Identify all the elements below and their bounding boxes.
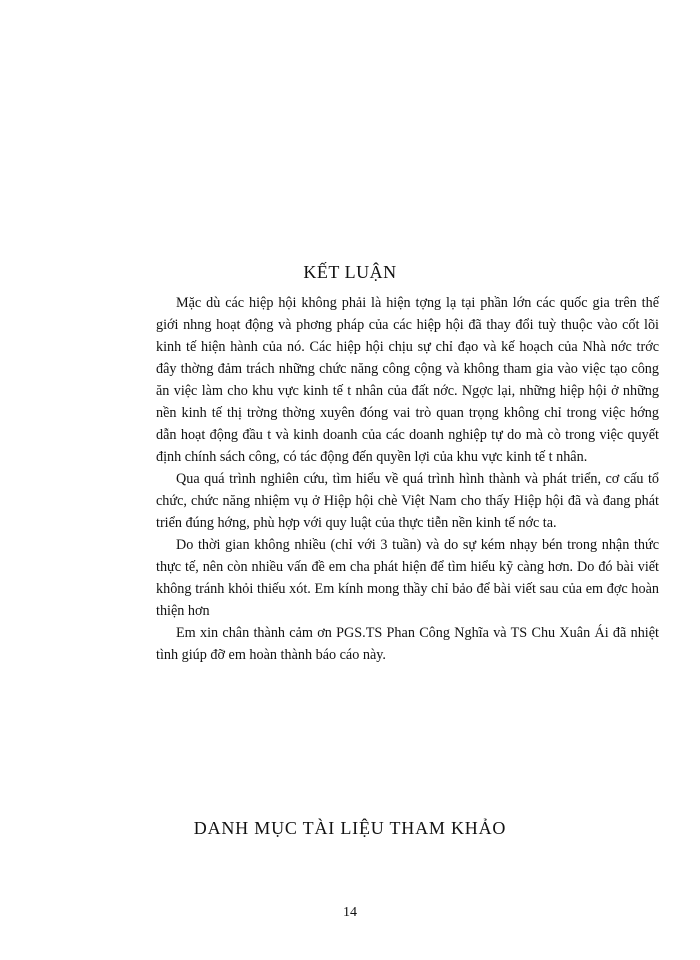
conclusion-paragraph-1: Mặc dù các hiệp hội không phải là hiện tợng lạ tại phần lớn các quốc gia trên thế giới nhng hoạt động và phơng pháp của các hiệp hội đã thay đổi tuỳ thuộc vào cốt lõi kinh tế hiện hành của nó. Các hiệp hội chịu sự chỉ đạo và kế hoạch của Nhà nớc trớc đây thờng đảm trách những chức năng công cộng và không tham gia vào việc tạo công ăn việc làm cho khu vực kinh tế t nhân của đất nớc. Ngợc lại, những hiệp hội ở những nền kinh tế thị trờng thờng xuyên đóng vai trò quan trọng không chỉ trong việc hớng dẫn hoạt động đầu t và kinh doanh của các doanh nghiệp tự do mà cò trong việc quyết định chính sách công, có tác động đến quyền lợi của khu vực kinh tế t nhân. <box>156 295 659 465</box>
conclusion-paragraph-4: Em xin chân thành cảm ơn PGS.TS Phan Công Nghĩa và TS Chu Xuân Ái đã nhiệt tình giúp đỡ em hoàn thành báo cáo này. <box>156 625 659 663</box>
references-heading: DANH MỤC TÀI LIỆU THAM KHẢO <box>193 818 507 838</box>
conclusion-heading: KẾT LUẬN <box>303 262 397 282</box>
conclusion-body <box>156 292 659 666</box>
page-number: 14 <box>343 905 357 920</box>
conclusion-paragraph-2: Qua quá trình nghiên cứu, tìm hiểu về quá trình hình thành và phát triển, cơ cấu tổ chức, chức năng nhiệm vụ ở Hiệp hội chè Việt Nam cho thấy Hiệp hội đã và đang phát triển đúng hớng, phù hợp với quy luật của thực tiễn nền kinh tế nớc ta. <box>156 471 659 531</box>
conclusion-paragraph-3: Do thời gian không nhiều (chỉ với 3 tuần) và do sự kém nhạy bén trong nhận thức thực tế, nên còn nhiều vấn đề em cha phát hiện để tìm hiểu kỹ càng hơn. Do đó bài viết không tránh khỏi thiếu xót. Em kính mong thầy chỉ bảo để bài viết sau của em đợc hoàn thiện hơn <box>156 537 659 619</box>
